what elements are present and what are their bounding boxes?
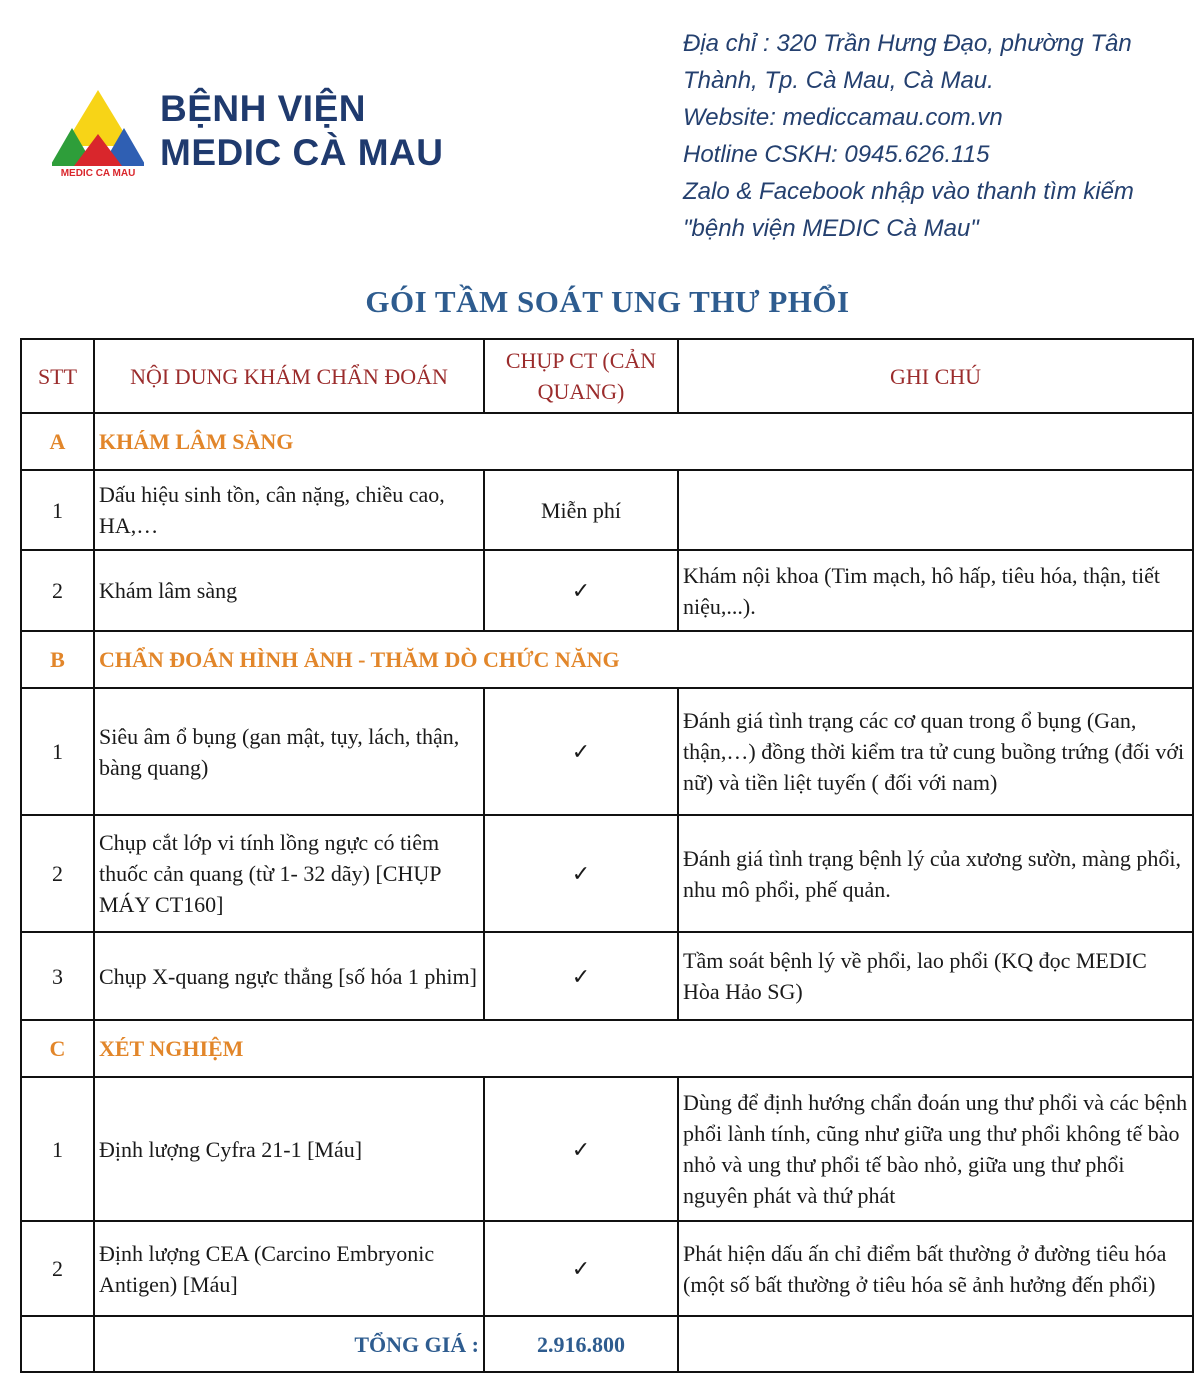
total-row	[21, 1316, 1193, 1372]
table-row	[21, 470, 1193, 550]
contact-line: "bệnh viện MEDIC Cà Mau"	[683, 215, 979, 242]
table-row	[21, 1077, 1193, 1221]
row-ct: Miễn phí	[484, 470, 678, 550]
section-letter: B	[21, 631, 94, 688]
row-number: 1	[21, 1077, 94, 1221]
table-row	[21, 550, 1193, 631]
section-title: CHẨN ĐOÁN HÌNH ẢNH - THĂM DÒ CHỨC NĂNG	[94, 631, 1193, 688]
row-content: Khám lâm sàng	[94, 550, 484, 631]
brand-line-2: MEDIC CÀ MAU	[160, 132, 444, 173]
header-ct: CHỤP CT (CẢN QUANG)	[484, 339, 678, 413]
total-empty-cell	[21, 1316, 94, 1372]
row-content: Dấu hiệu sinh tồn, cân nặng, chiều cao, HA,…	[94, 470, 484, 550]
package-table	[20, 338, 1194, 1373]
row-content: Định lượng Cyfra 21-1 [Máu]	[94, 1077, 484, 1221]
document-title: GÓI TẦM SOÁT UNG THƯ PHỔI	[365, 284, 850, 319]
row-note	[678, 470, 1193, 550]
row-number: 2	[21, 815, 94, 932]
table-row	[21, 688, 1193, 815]
total-note-cell	[678, 1316, 1193, 1372]
checkmark-icon: ✓	[484, 688, 678, 815]
contact-info	[683, 25, 1193, 247]
total-label: TỔNG GIÁ :	[94, 1316, 484, 1372]
row-content: Định lượng CEA (Carcino Embryonic Antigen) [Máu]	[94, 1221, 484, 1316]
row-content: Chụp X-quang ngực thẳng [số hóa 1 phim]	[94, 932, 484, 1020]
header-content: NỘI DUNG KHÁM CHẨN ĐOÁN	[94, 339, 484, 413]
hospital-logo-icon	[52, 88, 144, 180]
contact-line: Thành, Tp. Cà Mau, Cà Mau.	[683, 67, 994, 94]
row-note: Phát hiện dấu ấn chỉ điểm bất thường ở đường tiêu hóa (một số bất thường ở tiêu hóa sẽ ảnh hưởng đến phổi)	[678, 1221, 1193, 1316]
checkmark-icon: ✓	[484, 932, 678, 1020]
table-row	[21, 815, 1193, 932]
section-title: KHÁM LÂM SÀNG	[94, 413, 1193, 470]
checkmark-icon: ✓	[484, 550, 678, 631]
row-content: Chụp cắt lớp vi tính lồng ngực có tiêm thuốc cản quang (từ 1- 32 dãy) [CHỤP MÁY CT160]	[94, 815, 484, 932]
section-letter: A	[21, 413, 94, 470]
contact-line: Địa chỉ : 320 Trần Hưng Đạo, phường Tân	[683, 30, 1132, 57]
brand-line-1: BỆNH VIỆN	[160, 88, 366, 129]
row-number: 2	[21, 550, 94, 631]
section-letter: C	[21, 1020, 94, 1077]
section-row	[21, 1020, 1193, 1077]
table-header-row	[21, 339, 1193, 413]
row-content: Siêu âm ổ bụng (gan mật, tụy, lách, thận, bàng quang)	[94, 688, 484, 815]
section-title: XÉT NGHIỆM	[94, 1020, 1193, 1077]
row-note: Đánh giá tình trạng các cơ quan trong ổ bụng (Gan, thận,…) đồng thời kiểm tra tử cung buồng trứng (đối với nữ) và tiền liệt tuyến ( đối với nam)	[678, 688, 1193, 815]
row-note: Tầm soát bệnh lý về phổi, lao phổi (KQ đọc MEDIC Hòa Hảo SG)	[678, 932, 1193, 1020]
section-row	[21, 413, 1193, 470]
section-row	[21, 631, 1193, 688]
checkmark-icon: ✓	[484, 1077, 678, 1221]
logo-caption: MEDIC CA MAU	[60, 168, 136, 179]
header-stt: STT	[21, 339, 94, 413]
total-value: 2.916.800	[484, 1316, 678, 1372]
contact-line: Zalo & Facebook nhập vào thanh tìm kiếm	[683, 178, 1134, 205]
row-number: 3	[21, 932, 94, 1020]
row-number: 1	[21, 688, 94, 815]
header-note: GHI CHÚ	[678, 339, 1193, 413]
contact-line: Website: mediccamau.com.vn	[683, 104, 1003, 131]
row-number: 2	[21, 1221, 94, 1316]
checkmark-icon: ✓	[484, 815, 678, 932]
hospital-brand	[160, 88, 443, 176]
checkmark-icon: ✓	[484, 1221, 678, 1316]
row-number: 1	[21, 470, 94, 550]
contact-line: Hotline CSKH: 0945.626.115	[683, 141, 990, 168]
row-note: Dùng để định hướng chẩn đoán ung thư phổi và các bệnh phổi lành tính, cũng như giữa ung thư phổi không tế bào nhỏ và ung thư phổi tế bào nhỏ, giữa ung thư phổi nguyên phát và thứ phát	[678, 1077, 1193, 1221]
table-row	[21, 932, 1193, 1020]
row-note: Khám nội khoa (Tim mạch, hô hấp, tiêu hóa, thận, tiết niệu,...).	[678, 550, 1193, 631]
row-note: Đánh giá tình trạng bệnh lý của xương sườn, màng phổi, nhu mô phổi, phế quản.	[678, 815, 1193, 932]
table-row	[21, 1221, 1193, 1316]
